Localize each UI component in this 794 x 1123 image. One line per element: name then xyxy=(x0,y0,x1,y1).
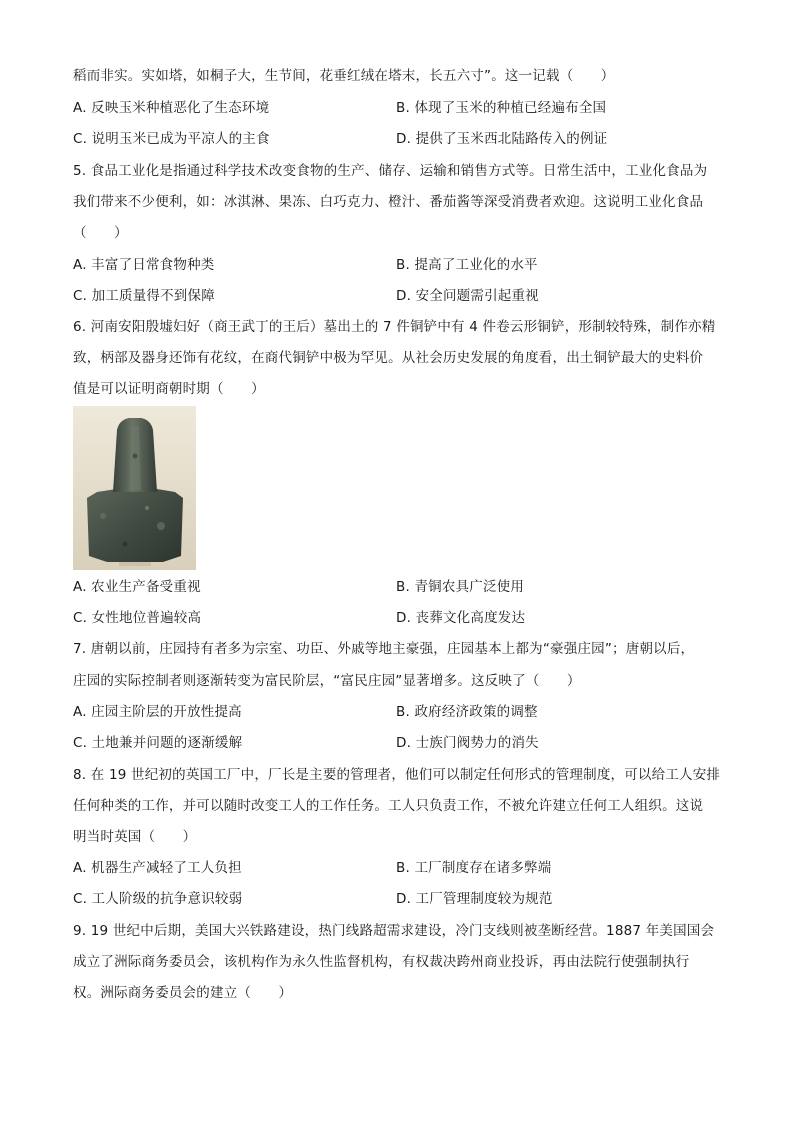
q4-option-b: B. 体现了玉米的种植已经遍布全国 xyxy=(396,100,607,116)
q8-option-a: A. 机器生产减轻了工人负担 xyxy=(73,860,242,876)
q9-text-line-3: 权。洲际商务委员会的建立（ ） xyxy=(73,985,293,1001)
q4-option-c: C. 说明玉米已成为平凉人的主食 xyxy=(73,131,270,147)
q5-option-b: B. 提高了工业化的水平 xyxy=(396,257,538,273)
q5-option-a: A. 丰富了日常食物种类 xyxy=(73,257,215,273)
q6-text-line-1: 6. 河南安阳殷墟妇好（商王武丁的王后）墓出土的 7 件铜铲中有 4 件卷云形铜铲，形制较特殊，制作亦精 xyxy=(73,319,716,335)
q8-text-line-3: 明当时英国（ ） xyxy=(73,829,197,845)
q7-option-c: C. 土地兼并问题的逐渐缓解 xyxy=(73,735,243,751)
bronze-shovel-photo xyxy=(73,406,196,570)
q5-text-line-1: 5. 食品工业化是指通过科学技术改变食物的生产、储存、运输和销售方式等。日常生活中，工业化食品为 xyxy=(73,163,708,179)
q7-option-b: B. 政府经济政策的调整 xyxy=(396,704,538,720)
q5-option-c: C. 加工质量得不到保障 xyxy=(73,288,215,304)
q7-text-line-1: 7. 唐朝以前，庄园持有者多为宗室、功臣、外戚等地主豪强，庄园基本上都为“豪强庄园”；唐朝以后， xyxy=(73,641,695,657)
q5-text-line-3: （ ） xyxy=(73,225,128,241)
q6-option-c: C. 女性地位普遍较高 xyxy=(73,610,202,626)
q4-text-line: 稻而非实。实如塔，如桐子大，生节间，花垂红绒在塔末，长五六寸”。这一记载（ ） xyxy=(73,68,615,84)
q8-option-b: B. 工厂制度存在诸多弊端 xyxy=(396,860,552,876)
q6-option-b: B. 青铜农具广泛使用 xyxy=(396,579,525,595)
q6-text-line-2: 致，柄部及器身还饰有花纹，在商代铜铲中极为罕见。从社会历史发展的角度看，出土铜铲最大的史料价 xyxy=(73,350,704,366)
q6-option-d: D. 丧葬文化高度发达 xyxy=(396,610,526,626)
q7-option-d: D. 士族门阀势力的消失 xyxy=(396,735,539,751)
q5-option-d: D. 安全问题需引起重视 xyxy=(396,288,539,304)
q4-option-d: D. 提供了玉米西北陆路传入的例证 xyxy=(396,131,608,147)
q8-option-c: C. 工人阶级的抗争意识较弱 xyxy=(73,891,243,907)
q8-text-line-1: 8. 在 19 世纪初的英国工厂中，厂长是主要的管理者，他们可以制定任何形式的管理制度，可以给工人安排 xyxy=(73,767,721,783)
q6-text-line-3: 值是可以证明商朝时期（ ） xyxy=(73,381,265,397)
q7-text-line-2: 庄园的实际控制者则逐渐转变为富民阶层，“富民庄园”显著增多。这反映了（ ） xyxy=(73,673,581,689)
q4-option-a: A. 反映玉米种植恶化了生态环境 xyxy=(73,100,270,116)
q9-text-line-1: 9. 19 世纪中后期，美国大兴铁路建设，热门线路超需求建设，冷门支线则被垄断经营。1887 年美国国会 xyxy=(73,923,715,939)
q9-text-line-2: 成立了洲际商务委员会，该机构作为永久性监督机构，有权裁决跨州商业投诉，再由法院行使强制执行 xyxy=(73,954,690,970)
q7-option-a: A. 庄园主阶层的开放性提高 xyxy=(73,704,242,720)
bronze-shovel-image xyxy=(73,406,196,570)
q5-text-line-2: 我们带来不少便利，如：冰淇淋、果冻、白巧克力、橙汁、番茄酱等深受消费者欢迎。这说明工业化食品 xyxy=(73,194,704,210)
q8-option-d: D. 工厂管理制度较为规范 xyxy=(396,891,553,907)
q6-option-a: A. 农业生产备受重视 xyxy=(73,579,201,595)
q8-text-line-2: 任何种类的工作，并可以随时改变工人的工作任务。工人只负责工作，不被允许建立任何工人组织。这说 xyxy=(73,798,704,814)
